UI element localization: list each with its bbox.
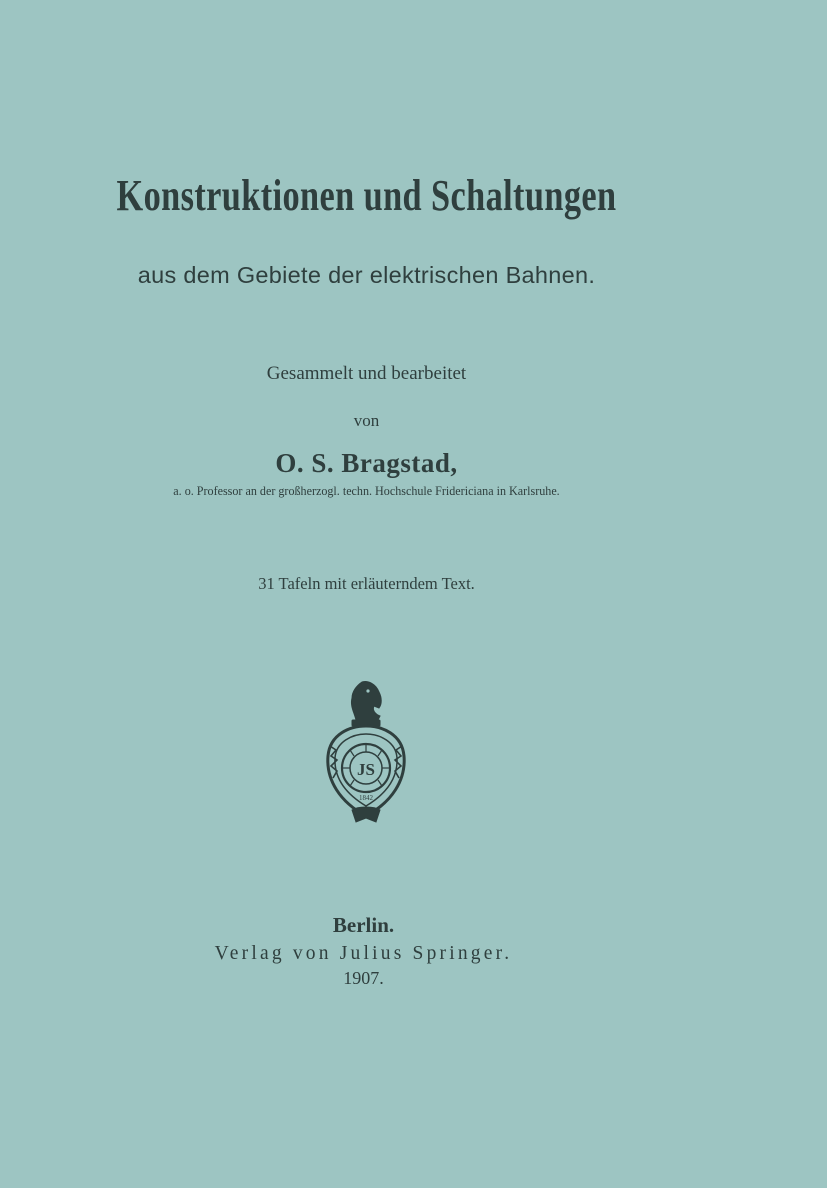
imprint-year: 1907.: [343, 968, 384, 988]
author-name: O. S. Bragstad,: [275, 448, 458, 478]
by-label: von: [353, 411, 380, 430]
imprint-city: Berlin.: [332, 913, 395, 937]
book-subtitle: aus dem Gebiete der elektrischen Bahnen.: [137, 262, 596, 288]
book-title: Konstruktionen und Schaltungen: [116, 171, 617, 220]
springer-chess-knight-emblem-icon: [322, 676, 410, 826]
logo-year: 1842: [359, 794, 373, 802]
plates-note: 31 Tafeln mit erläuterndem Text.: [258, 574, 475, 593]
collected-note: Gesammelt und bearbeitet: [266, 363, 467, 384]
imprint-publisher: Verlag von Julius Springer.: [214, 943, 513, 964]
author-affiliation: a. o. Professor an der großherzogl. techn. Hochschule Fridericiana in Karlsruhe.: [173, 483, 560, 498]
logo-monogram: JS: [357, 760, 375, 779]
